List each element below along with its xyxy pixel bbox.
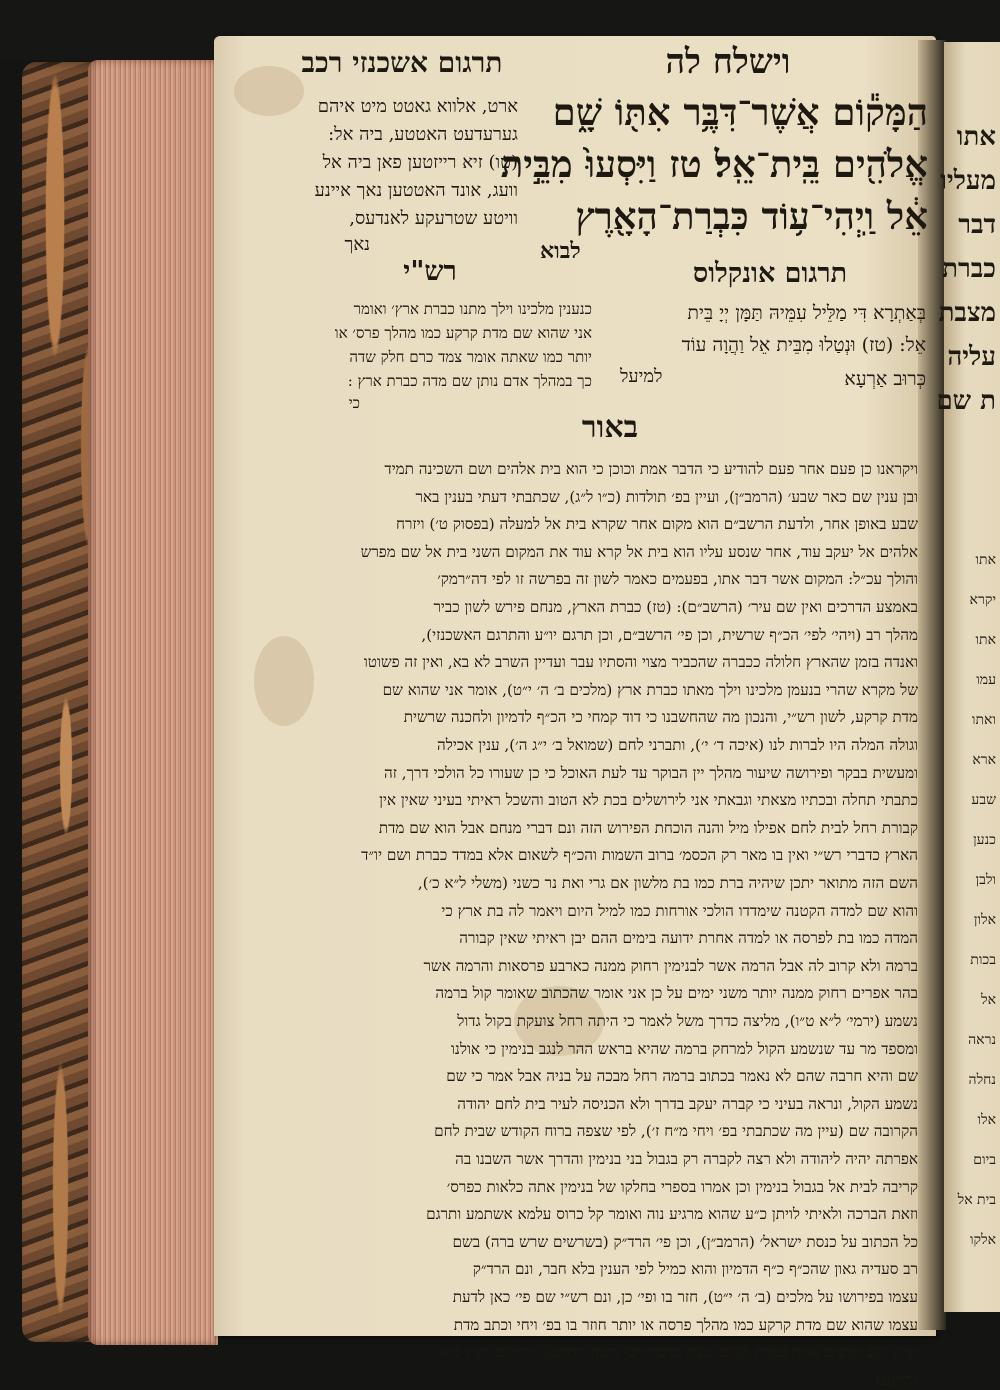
biur-line: הקרובה שם (עיין מה שכתבתי בפ׳ ויחי מ״ח ז׳), לפי שצפה ברוח הקודש שבית לחם [434,1122,918,1141]
facing-page-fragment: אל [981,992,996,1008]
running-header-right: וישלח לה [665,42,791,82]
facing-page-fragment: מעליו [940,166,996,196]
facing-page-fragment: יקרא [969,592,996,608]
torah-line-2: אֱלֹהִ֖ים בֵּֽית־אֵֽל׃ טז וַיִּסְעוּ֙ מִבֵּ֣ית [500,142,928,186]
facing-page-fragment: כנען [973,832,996,848]
facing-page-fragment: אלו [977,1112,996,1128]
facing-page-fragment: ואתו [971,712,996,728]
rashi-line-4: כך במהלך אדם נותן שם מדה כברת ארץ : [347,372,592,390]
biur-line: ויקראנו כן פעם אחר פעם להודיע כי הדבר אמת וכוכן כי הוא בית אלהים ושם השכינה תמיד [384,460,918,478]
facing-page-fragment: ת שם [936,386,996,416]
facing-page-fragment: כברת [942,254,996,284]
biur-line: השם הזה מתואר יתכן שיהיה ברת כמו בת מלשון אם גרי ואת נר כשני (משלי ל״א כ׳), [417,874,918,892]
facing-page-fragment: מצבת [938,298,996,328]
biur-line: עצמו שהוא שם מדת קרקע כמו מהלך פרסה או יותר חוזר בו בפ׳ ויחי וכתב מדת [453,1315,918,1334]
biur-line: הארץ כדברי רש״י ואין בו מאר רק הכסמ׳ ברוב השמות והכ״ף לשאום אלא במדד כברת ושם יו״ד [361,846,918,865]
onkelos-line-1: בְּאַתְרָא דִּי מַלֵּיל עִמֵּיהּ תַּמָּן יְיָ בֵּית [687,302,926,324]
yiddish-line-4: וועג, אונד האטטען נאך איינע [314,180,518,201]
biur-line: ובן ענין שם כאר שבע׳ (הרמב״ן), ועיין בפ׳ תולדות (כ״ו ל״ג), שכתבתי דעתי בענין באר [415,487,918,506]
rashi-heading: רש"י [403,256,457,287]
biur-line: אלהים אל יעקב עוד, אחר שנסע עליו הוא בית אל קרא עוד את המקום השני בית אל שם מפרש [360,542,918,561]
biur-line: עצמו בפירושו על מלכים (ב׳ ה׳ י״ט), חזר בו ופי׳ כן, ונם רש״י שם פי׳ כאן לדעת [452,1288,918,1306]
biur-line: והוא שם למדה הקטנה שימדדו הולכי אורחות כמו למיל היום ויאמר לה בת ארץ כי [441,901,918,920]
onkelos-line-2: אֵל: (טז) וּנְטַלוּ מִבֵּית אֵל וַהֲוָה עוֹד [681,334,926,356]
facing-page-fragment: ולבן [975,872,996,888]
torah-line-3: אֵ֔ל וַֽיְהִי־ע֥וֹד כִּבְרַת־הָאָ֖רֶץ [575,194,928,238]
torah-catchword: לבוא [540,238,581,264]
biur-line: כתבתי תחלה ובכתיו מצאתי וגבאתי אני לירושלים בכת לא הטוב והשכל ראיתי בעיני שאין אין [379,791,918,810]
running-header-left: תרגום אשכנזי רכב [301,46,503,79]
facing-page-fragment: אלון [973,912,996,928]
facing-page-fragment: ארא [972,752,996,768]
page-edges [88,60,218,1345]
yiddish-line-1: ארט, אלווא גאטט מיט איהם [317,96,518,117]
biur-line: אפרתה יהיה ליהודה ולא רצה לקברה רק בגבול בני בנימין והדרך אשר השבנו בה [455,1150,918,1168]
biur-line: (חיינע) [875,1370,918,1389]
facing-page-fragment: אתו [975,632,996,648]
biur-line: רב סעדיה גאון שהכ״ף כ״ף הדמיון והוא כמיל לפי הענין בלא חבר, ונם הרד״ק [472,1260,918,1279]
biur-line: ארץ והם אלפים אמה כמדת תחום שבת כדברי רבי משה הדרשן, ויתורגם לפ״ן כ״א [438,1343,918,1362]
rashi-catchword: כי [348,394,360,412]
biur-line: והולך עכ״ל: המקום אשר דבר אתו, בפעמים כאמר לשון זה בפרשה זו לפי דה״רמק׳ [437,570,918,589]
facing-page-fragment: עליה [947,342,996,372]
biur-heading: באור [581,410,639,445]
facing-page-fragment: עמו [976,672,996,688]
yiddish-line-3: (טו) זיא רייזטען פאן ביה אל [322,152,518,173]
biur-line: ברמה ולא קרוב לה אבל הרמה אשר לבנימין רחוק ממנה כארבע פרסאות והרמה אשר [423,956,918,975]
rashi-line-3: יותר כמו שאתה אומר צמד כרם חלק שדה [349,348,592,366]
biur-line: וזאת הברכה ולאיתי לויתן כ״ע שהוא מרגיע נוה ואומר קל כרוס עלמא אשתמע ותרגם [426,1205,918,1224]
biur-line: מהלך רב (ויהי׳ לפי׳ הכ״ף שרשית, וכן פי׳ הרשב״ם, וכן תרגם יו״ע והתרגם האשכנזי), [421,625,918,644]
facing-page-fragment: דבר [958,210,996,240]
torah-line-1: הַמָּק֕וֹם אֲשֶׁר־דִּבֶּ֥ר אִתּ֖וֹ שָׁ֑ם [552,90,928,134]
yiddish-line-2: גערעדעט האטטע, ביה אל: [328,124,518,145]
onkelos-line-3: כְּרוּב אַרְעָא [844,368,926,390]
biur-line: כל הכתוב על כנסת ישראל׳ (הרמב״ן), וכן פי׳ הרד״ק (בשרשים שרש ברה) בשם [452,1232,918,1251]
biur-line: ומעשית בבקר ופירושה שיעור מהלך יין הבוקר עד לעת האוכל כי כן שעורו כל הולכי דרך, זה [383,763,918,782]
biur-line: נשמע (ירמי׳ ל״א ט״ו), מליצה כדרך משל לאמר כי היתה רחל צועקת בקול גדול [457,1012,918,1030]
facing-page-fragment: בית אל [957,1192,996,1208]
facing-page-fragment: נראה [968,1032,996,1048]
facing-page-fragment: אתו [975,552,996,568]
biur-line: המדה כמו בת לפרסה או למדה אחרת ידועה בימים ההם יבן ראיתי שאין קבורה [459,929,918,948]
yiddish-catchword: נאך [344,234,370,255]
biur-line: ואנדה בזמן שהארץ חלולה ככברה שהכביר מצוי והסתיו עבר ועדיין השרב לא בא, ואין זה פשוטו [363,653,918,672]
yiddish-line-5: וויטע שטרעקע לאנדעס, [349,208,518,229]
biur-line: ומספד מר עד שנשמע הקול למרחק ברמה שהיא בראש ההר לנגב בנימין כי אולנו [451,1039,918,1058]
biur-line: שבע באופן אחר, ולדעת הרשב״ם הוא מקום אחר שקרא בית אל למעלה (בפסוק ט׳) ויזרח [395,515,918,534]
facing-page [936,42,1000,1312]
facing-page-fragment: נחלה [968,1072,996,1088]
biur-line: בהר אפרים רחוק ממנה יותר משני ימים על כן אני אומר שהכתוב שאומר קול ברמה [435,984,918,1003]
biur-line: קבורת רחל לבית לחם אפילו מיל והנה הוכחת הפירוש הזה ונם דברי מנחם אבל הוא שם מדת [378,818,918,837]
biur-line: שם והיא חרבה שהם לא נאמר בכתוב ברמה רחל מבכה על בניה אבל אמר כי שם [446,1067,918,1086]
rashi-line-1: כנענין מלכינו וילך מתנו כברת ארץ׳ ואומר [353,300,592,318]
facing-page-fragment: אתו [956,122,996,152]
onkelos-heading: תרגום אונקלוס [692,258,848,289]
facing-page-fragment: שבע [971,792,996,808]
biur-line: מדת קרקע, לשון רש״י, והנכון מה שהחשבנו כי דוד קמחי כי הכ״ף לדמיון ולחכנה שרשית [403,708,918,727]
biur-line: באמצע הדרכים ואין שם עיר׳ (הרשב״ם): (טז) כברת הארץ, מנחם פירש לשון כביר [433,598,918,616]
biur-line: נשמע הקול, ונראה בעיני כי קברה יעקב בדרך ולא הכניסה לעיר בית לחם יהודה [457,1094,918,1113]
biur-line: וגולה המלה היו לברות לנו (איכה ד׳ י׳), ותברני לחם (שמואל ב׳ י״ג ה׳), ענין אכילה [437,736,918,754]
biur-line: קריבה לבית אל בגבול בנימין וכן אמרו בספרי בחלקו של בנימין אתה כלאות כפרס׳ [446,1177,918,1196]
rashi-line-2: אני שהוא שם מדת קרקע כמו מהלך פרס׳ או [334,324,592,342]
onkelos-catchword: למיעל [620,366,663,387]
facing-page-fragment: ביום [973,1152,996,1168]
biur-line: של מקרא שהרי בנעמן מלכינו וילך מאתו כברת ארץ (מלכים ב׳ ה׳ י״ט), אומר אני שהוא שם [382,680,918,699]
facing-page-fragment: בכות [970,952,996,968]
facing-page-fragment: אלקו [969,1232,996,1248]
